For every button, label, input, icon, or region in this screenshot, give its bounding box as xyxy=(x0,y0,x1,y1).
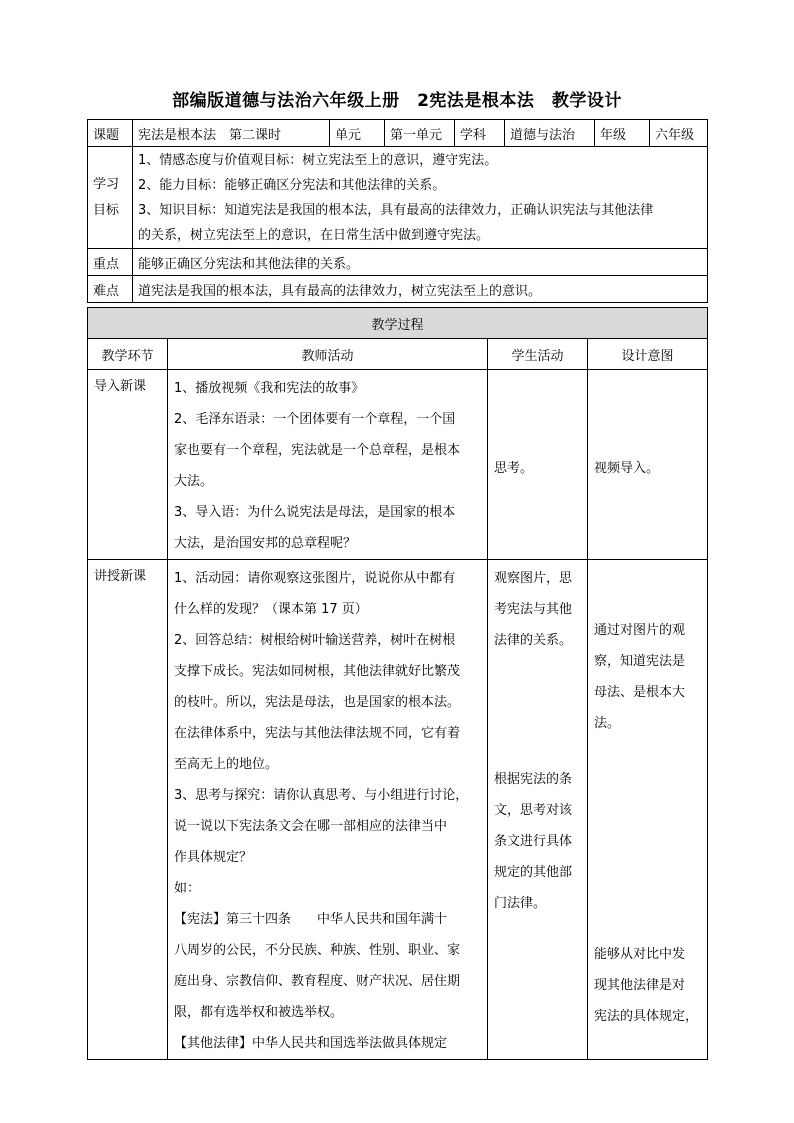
text-line: 察，知道宪法是 xyxy=(594,654,686,669)
topic-label: 课题 xyxy=(88,120,133,147)
column-header-row xyxy=(88,339,708,370)
text-line: 家也要有一个章程，宪法就是一个总章程，是根本 xyxy=(174,443,461,458)
new-lesson-stage: 讲授新课 xyxy=(88,560,168,1060)
new-lesson-student-activity xyxy=(488,560,588,1060)
text-line: 2、毛泽东语录：一个团体要有一个章程，一个国 xyxy=(174,412,456,427)
key-point-value: 能够正确区分宪法和其他法律的关系。 xyxy=(133,249,708,276)
text-line: 在法律体系中，宪法与其他法律法规不同，它有着 xyxy=(174,726,461,741)
student-activity-observe xyxy=(494,563,581,656)
subject-label: 学科 xyxy=(455,120,505,147)
intro-stage: 导入新课 xyxy=(88,370,168,560)
text-line: 3、思考与探究：请你认真思考、与小组进行讨论， xyxy=(174,788,469,803)
column-header-student: 学生活动 xyxy=(488,339,588,370)
text-line: 现其他法律是对 xyxy=(594,978,686,993)
key-point-row xyxy=(88,249,708,276)
text-line: 限，都有选举权和被选举权。 xyxy=(174,1005,344,1020)
new-lesson-design-intent xyxy=(588,560,708,1060)
text-line: 通过对图片的观 xyxy=(594,623,686,638)
intro-row xyxy=(88,370,708,560)
document-title: 部编版道德与法治六年级上册 2宪法是根本法 教学设计 xyxy=(172,91,622,111)
objective-line: 的关系，树立宪法至上的意识，在日常生活中做到遵守宪法。 xyxy=(138,228,490,243)
objectives-label: 学习 目标 xyxy=(88,147,133,249)
text-line: 作具体规定？ xyxy=(174,850,253,865)
subject-value: 道德与法治 xyxy=(505,120,595,147)
text-line: 庭出身、宗教信仰、教育程度、财产状况、居住期 xyxy=(174,974,461,989)
text-line: 1、播放视频《我和宪法的故事》 xyxy=(174,381,365,396)
text-line: 法。 xyxy=(594,716,621,731)
design-intent-compare xyxy=(594,939,701,1032)
lesson-info-table xyxy=(87,119,708,303)
objectives-row xyxy=(88,147,708,249)
intro-student-activity: 思考。 xyxy=(488,370,588,560)
info-row xyxy=(88,120,708,147)
intro-teacher-activity xyxy=(168,370,488,560)
difficulty-value: 道宪法是我国的根本法，具有最高的法律效力，树立宪法至上的意识。 xyxy=(133,276,708,303)
key-point-label: 重点 xyxy=(88,249,133,276)
objective-line: 2、能力目标：能够正确区分宪法和其他法律的关系。 xyxy=(138,178,446,193)
text-line: 根据宪法的条 xyxy=(494,772,573,787)
text-line: 的枝叶。所以，宪法是母法，也是国家的根本法。 xyxy=(174,695,461,710)
text-line: 母法、是根本大 xyxy=(594,685,686,700)
text-line: 门法律。 xyxy=(494,896,547,911)
text-line: 如： xyxy=(174,881,201,896)
text-line: 什么样的发现？（课本第 17 页） xyxy=(174,602,368,617)
unit-label: 单元 xyxy=(330,120,385,147)
difficulty-row xyxy=(88,276,708,303)
text-line: 宪法的具体规定， xyxy=(594,1009,699,1024)
text-line: 大法，是治国安邦的总章程呢？ xyxy=(174,536,357,551)
column-header-intent: 设计意图 xyxy=(588,339,708,370)
text-line: 2、回答总结：树根给树叶输送营养，树叶在树根 xyxy=(174,633,456,648)
text-line: 【其他法律】中华人民共和国选举法做具体规定 xyxy=(174,1036,448,1051)
new-lesson-teacher-activity xyxy=(168,560,488,1060)
text-line: 文，思考对该 xyxy=(494,803,573,818)
text-line: 至高无上的地位。 xyxy=(174,757,279,772)
column-header-stage: 教学环节 xyxy=(88,339,168,370)
text-line: 八周岁的公民，不分民族、种族、性别、职业、家 xyxy=(174,943,461,958)
design-intent-picture xyxy=(594,615,701,739)
objectives-content xyxy=(133,147,708,249)
grade-label: 年级 xyxy=(595,120,650,147)
column-header-teacher: 教师活动 xyxy=(168,339,488,370)
text-line: 考宪法与其他 xyxy=(494,602,573,617)
text-line: 条文进行具体 xyxy=(494,834,573,849)
text-line: 能够从对比中发 xyxy=(594,947,686,962)
intro-design-intent: 视频导入。 xyxy=(588,370,708,560)
process-header-row xyxy=(88,308,708,339)
text-line: 法律的关系。 xyxy=(494,633,573,648)
text-line: 1、活动园：请你观察这张图片，说说你从中都有 xyxy=(174,571,456,586)
difficulty-label: 难点 xyxy=(88,276,133,303)
topic-value: 宪法是根本法 第二课时 xyxy=(133,120,330,147)
teaching-process-table xyxy=(87,307,708,1060)
text-line: 观察图片，思 xyxy=(494,571,573,586)
new-lesson-row xyxy=(88,560,708,1060)
text-line: 支撑下成长。宪法如同树根，其他法律就好比繁茂 xyxy=(174,664,461,679)
objective-line: 3、知识目标：知道宪法是我国的根本法，具有最高的法律效力，正确认识宪法与其他法律 xyxy=(138,203,654,218)
student-activity-research xyxy=(494,764,581,919)
process-header: 教学过程 xyxy=(88,308,708,339)
text-line: 说一说以下宪法条文会在哪一部相应的法律当中 xyxy=(174,819,448,834)
grade-value: 六年级 xyxy=(650,120,708,147)
text-line: 3、导入语：为什么说宪法是母法，是国家的根本 xyxy=(174,505,456,520)
unit-value: 第一单元 xyxy=(385,120,455,147)
text-line: 【宪法】第三十四条 中华人民共和国年满十 xyxy=(174,912,448,927)
text-line: 规定的其他部 xyxy=(494,865,573,880)
objective-line: 1、情感态度与价值观目标：树立宪法至上的意识，遵守宪法。 xyxy=(138,153,498,168)
text-line: 大法。 xyxy=(174,474,214,489)
